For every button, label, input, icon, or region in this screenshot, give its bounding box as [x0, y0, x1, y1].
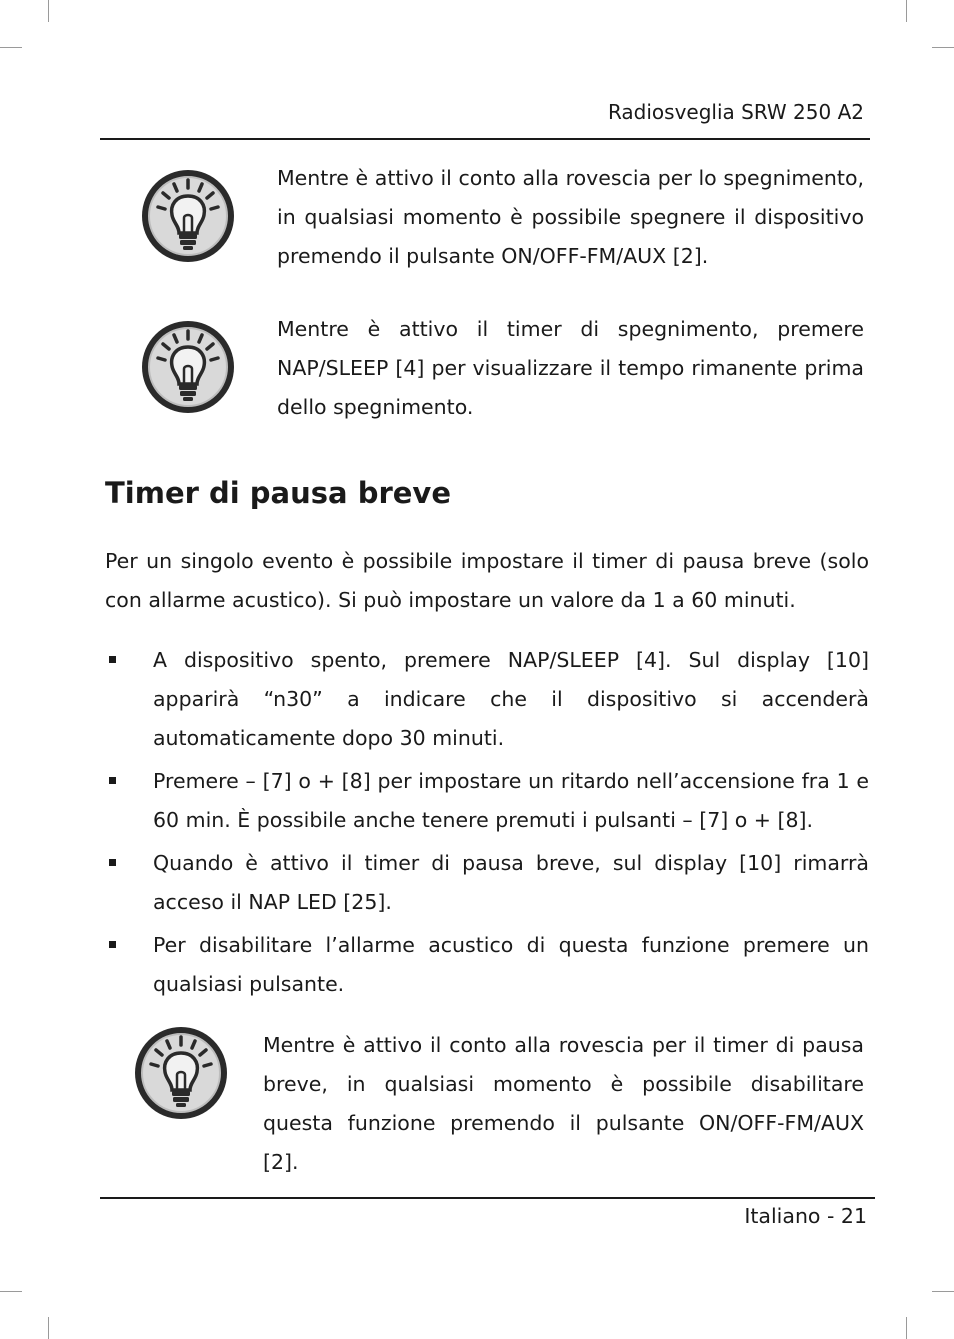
note-text: Mentre è attivo il conto alla rovescia per il timer di pausa breve, in qualsiasi momento è possibile disabilitare questa funzione premendo il pulsante ON/OFF-FM/AUX [2]. — [263, 1033, 864, 1174]
crop-mark — [0, 1291, 22, 1292]
crop-mark — [932, 47, 954, 48]
list-item-text: Premere – [7] o + [8] per impostare un ritardo nell’accensione fra 1 e 60 min. È possibile anche tenere premuti i pulsanti – [7] o + [8]. — [153, 769, 869, 832]
list-item — [105, 844, 869, 922]
crop-mark — [48, 0, 49, 22]
list-item — [105, 641, 869, 758]
lightbulb-icon — [138, 317, 238, 417]
crop-mark — [906, 0, 907, 22]
note-text: Mentre è attivo il conto alla rovescia per lo spegnimento, in qualsiasi momento è possibile spegnere il dispositivo premendo il pulsante ON/OFF-FM/AUX [2]. — [277, 166, 864, 268]
section-title: Timer di pausa breve — [105, 476, 452, 510]
section-intro: Per un singolo evento è possibile impostare il timer di pausa breve (solo con allarme acustico). Si può impostare un valore da 1 a 60 minuti. — [105, 549, 869, 612]
bullet-list — [105, 641, 869, 1008]
list-item-text: Quando è attivo il timer di pausa breve, sul display [10] rimarrà acceso il NAP LED [25]. — [153, 851, 869, 914]
note-text: Mentre è attivo il timer di spegnimento, premere NAP/SLEEP [4] per visualizzare il tempo rimanente prima dello spegnimento. — [277, 317, 864, 419]
header-rule — [100, 138, 870, 140]
crop-mark — [0, 47, 22, 48]
page-footer: Italiano - 21 — [744, 1204, 867, 1228]
list-item-text: A dispositivo spento, premere NAP/SLEEP [4]. Sul display [10] apparirà “n30” a indicare che il dispositivo si accenderà automaticamente dopo 30 minuti. — [153, 648, 869, 750]
lightbulb-icon — [138, 166, 238, 266]
bullet-square-icon — [109, 941, 116, 948]
footer-rule — [100, 1197, 875, 1199]
crop-mark — [906, 1317, 907, 1339]
list-item — [105, 926, 869, 1004]
lightbulb-icon — [131, 1023, 231, 1123]
bullet-square-icon — [109, 656, 116, 663]
bullet-square-icon — [109, 859, 116, 866]
list-item-text: Per disabilitare l’allarme acustico di questa funzione premere un qualsiasi pulsante. — [153, 933, 869, 996]
running-title: Radiosveglia SRW 250 A2 — [607, 100, 864, 124]
crop-mark — [48, 1317, 49, 1339]
crop-mark — [932, 1291, 954, 1292]
list-item — [105, 762, 869, 840]
bullet-square-icon — [109, 777, 116, 784]
